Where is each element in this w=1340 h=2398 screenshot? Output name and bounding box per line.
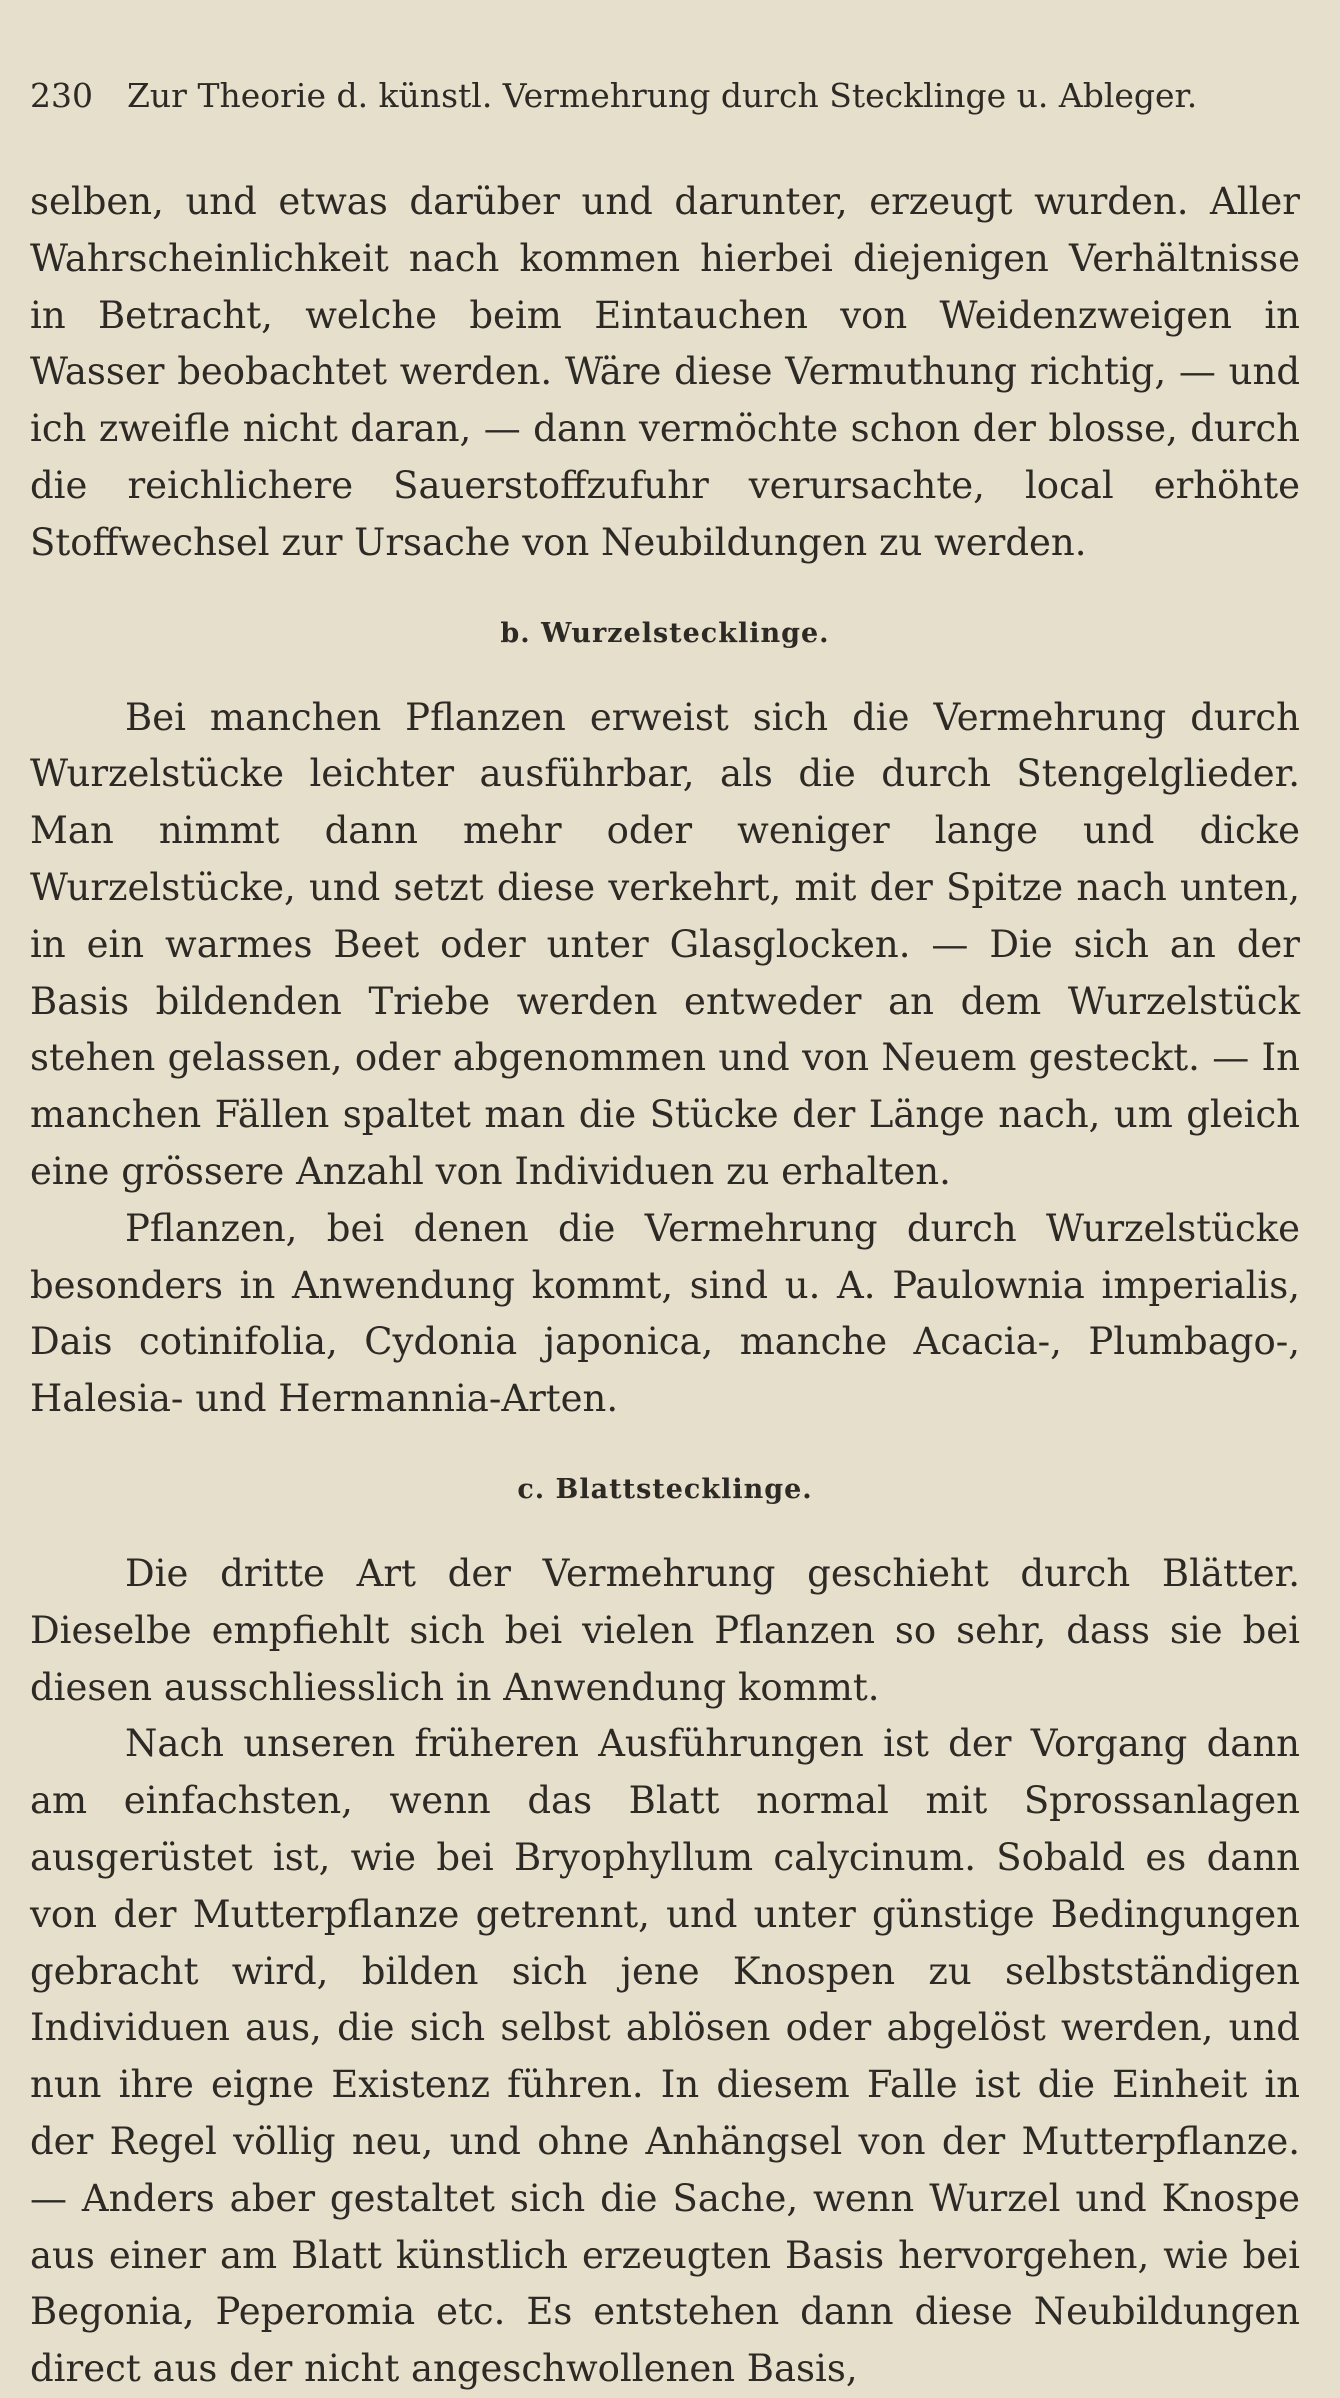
paragraph-continuation: selben, und etwas darüber und darunter, erzeugt wurden. Aller Wahrscheinlichkeit nach kommen hierbei diejenigen Verhältnisse in Betracht, welche beim Eintauchen von Weidenzweigen in Wasser beobachtet werden. Wäre diese Vermuthung richtig, — und ich zweifle nicht daran, — dann vermöchte schon der blosse, durch die reichlichere Sauerstoffzufuhr verursachte, local erhöhte Stoffwechsel zur Ursache von Neubildungen zu werden. bbox=[30, 180, 1300, 564]
section-heading-blattstecklinge: c. Blattstecklinge. bbox=[517, 1473, 813, 1505]
running-title: Zur Theorie d. künstl. Vermehrung durch Stecklinge u. Ableger. bbox=[127, 76, 1198, 115]
running-head bbox=[30, 64, 1300, 128]
page-number: 230 bbox=[30, 76, 93, 115]
section-heading-wurzelstecklinge: b. Wurzelstecklinge. bbox=[500, 617, 830, 649]
paragraph-pflanzen-beispiele: Pflanzen, bei denen die Vermehrung durch Wurzelstücke besonders in Anwendung kommt, sind u. A. Paulownia imperialis, Dais cotinifolia, Cydonia japonica, manche Acacia-, Plumbago-, Halesia- und Hermannia-Arten. bbox=[30, 1206, 1300, 1421]
paragraph-wurzelstuecke: Bei manchen Pflanzen erweist sich die Vermehrung durch Wurzelstücke leichter ausführbar, als die durch Stengelglieder. Man nimmt dann mehr oder weniger lange und dicke Wurzelstücke, und setzt diese verkehrt, mit der Spitze nach unten, in ein warmes Beet oder unter Glasglocken. — Die sich an der Basis bildenden Triebe werden entweder an dem Wurzelstück stehen gelassen, oder abgenommen und von Neuem gesteckt. — In manchen Fällen spaltet man die Stücke der Länge nach, um gleich eine grössere Anzahl von Individuen zu erhalten. bbox=[30, 695, 1300, 1193]
paragraph-ausfuehrungen: Nach unseren früheren Ausführungen ist der Vorgang dann am einfachsten, wenn das Blatt normal mit Sprossanlagen ausgerüstet ist, wie bei Bryophyllum calycinum. Sobald es dann von der Mutterpflanze getrennt, und unter günstige Bedingungen gebracht wird, bilden sich jene Knospen zu selbstständigen Individuen aus, die sich selbst ablösen oder abgelöst werden, und nun ihre eigne Existenz führen. In diesem Falle ist die Einheit in der Regel völlig neu, und ohne Anhängsel von der Mutterpflanze. — Anders aber gestaltet sich die Sache, wenn Wurzel und Knospe aus einer am Blatt künstlich erzeugten Basis hervorgehen, wie bei Begonia, Peperomia etc. Es entstehen dann diese Neubildungen direct aus der nicht angeschwollenen Basis, bbox=[30, 1722, 1300, 2391]
paragraph-blaetter: Die dritte Art der Vermehrung geschieht durch Blätter. Dieselbe empfiehlt sich bei vielen Pflanzen so sehr, dass sie bei diesen ausschliesslich in Anwendung kommt. bbox=[30, 1551, 1300, 1709]
